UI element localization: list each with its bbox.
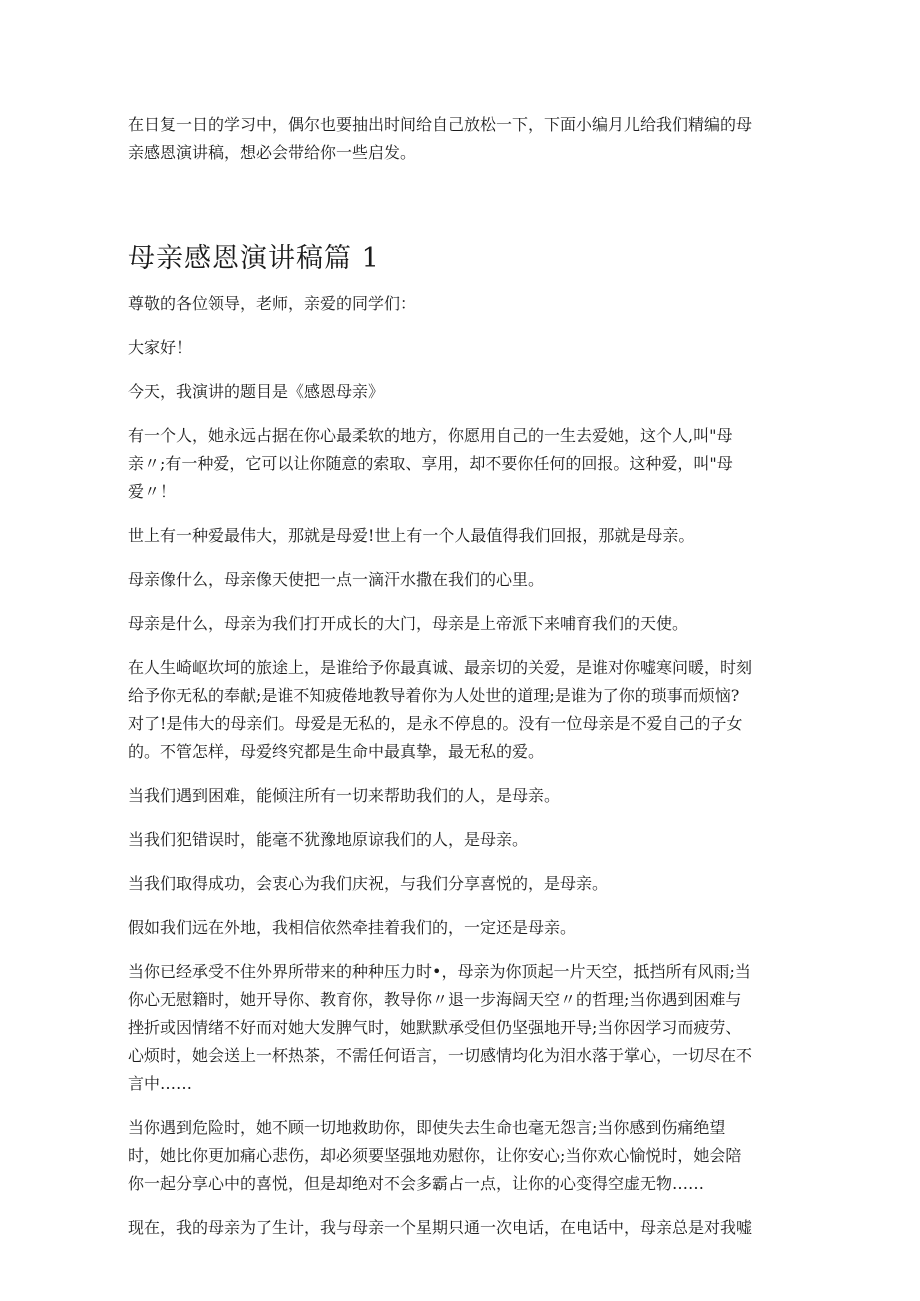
body-paragraph: 假如我们远在外地，我相信依然牵挂着我们的，一定还是母亲。: [128, 918, 577, 937]
body-paragraph: 当我们犯错误时，能毫不犹豫地原谅我们的人，是母亲。: [128, 830, 529, 849]
body-paragraph: 在人生崎岖坎坷的旅途上，是谁给予你最真诚、最亲切的关爱，是谁对你嘘寒问暖，时刻 给予你无私的奉献;是谁不知疲倦地教导着你为人处世的道理;是谁为了你的琐事而烦恼? 对了!是伟大的母亲们。母爱是无私的，是永不停息的。没有一位母亲是不爱自己的子女 的。不管怎样，母爱终究都是生命中最真挚，最无私的爱。: [128, 658, 753, 761]
body-paragraph: 母亲是什么，母亲为我们打开成长的大门，母亲是上帝派下来哺育我们的天使。: [128, 614, 689, 633]
body-paragraph: 当你遇到危险时，她不顾一切地救助你，即使失去生命也毫无怨言;当你感到伤痛绝望 时，她比你更加痛心悲伤，却必须要坚强地劝慰你，让你安心;当你欢心愉悦时，她会陪 你一起分享心中的喜悦，但是却绝对不会多霸占一点，让你的心变得空虚无物……: [128, 1118, 742, 1193]
body-paragraph: 现在，我的母亲为了生计，我与母亲一个星期只通一次电话，在电话中，母亲总是对我嘘: [128, 1218, 753, 1237]
greeting-paragraph: 大家好！: [128, 338, 193, 357]
intro-paragraph: 在日复一日的学习中，偶尔也要抽出时间给自己放松一下，下面小编月儿给我们精编的母 亲感恩演讲稿，想必会带给你一些启发。: [128, 115, 753, 162]
body-paragraph: 有一个人，她永远占据在你心最柔软的地方，你愿用自己的一生去爱她，这个人,叫"母 亲〃;有一种爱，它可以让你随意的索取、享用，却不要你任何的回报。这种爱，叫"母 爱〃！: [128, 426, 733, 501]
body-paragraph: 当我们遇到困难，能倾注所有一切来帮助我们的人，是母亲。: [128, 786, 561, 805]
salutation-paragraph: 尊敬的各位领导，老师，亲爱的同学们：: [128, 294, 417, 313]
body-paragraph: 世上有一种爱最伟大，那就是母爱!世上有一个人最值得我们回报，那就是母亲。: [128, 526, 695, 545]
body-paragraph: 当我们取得成功，会衷心为我们庆祝，与我们分享喜悦的，是母亲。: [128, 874, 609, 893]
topic-paragraph: 今天，我演讲的题目是《感恩母亲》: [128, 382, 385, 401]
body-paragraph: 母亲像什么，母亲像天使把一点一滴汗水撒在我们的心里。: [128, 570, 545, 589]
body-paragraph: 当你已经承受不住外界所带来的种种压力时•，母亲为你顶起一片天空，抵挡所有风雨;当 你心无慰籍时，她开导你、教育你，教导你〃退一步海阔天空〃的哲理;当你遇到困难与 挫折或因情绪不好而对她大发脾气时，她默默承受但仍坚强地开导;当你因学习而疲劳、 心烦时，她会送上一杯热茶，不需任何语言，一切感情均化为泪水落于掌心，一切尽在不 言中……: [128, 962, 753, 1093]
document-body: [128, 111, 798, 1242]
section-title: 母亲感恩演讲稿篇 1: [128, 243, 380, 274]
